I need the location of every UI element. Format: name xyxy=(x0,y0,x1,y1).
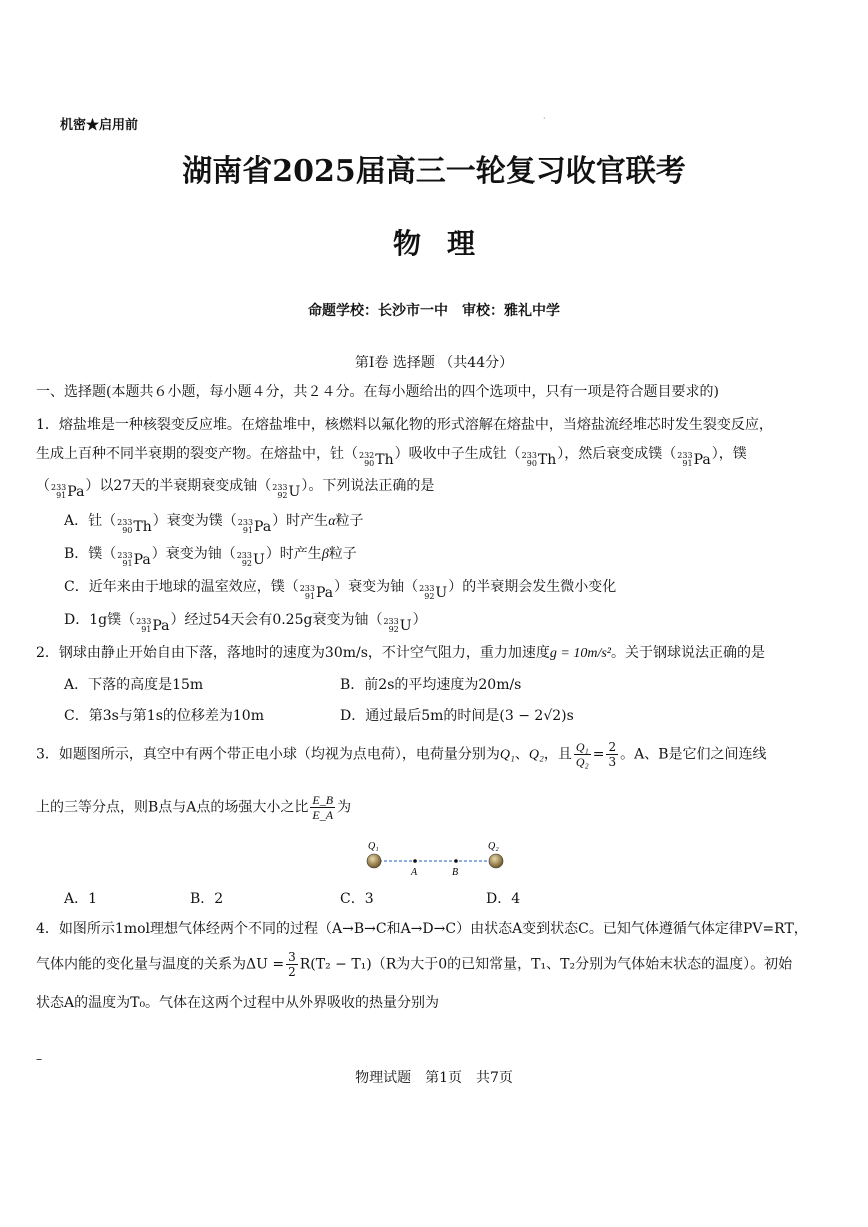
charges-figure xyxy=(360,838,510,880)
q2-option-d: D．通过最后5m的时间是(3 − 2√2)s xyxy=(340,708,574,724)
q1-label: Q₁ xyxy=(368,841,379,852)
q3-option-d: D．4 xyxy=(486,891,521,907)
section-title: 第Ⅰ卷 选择题 （共44分） xyxy=(354,355,514,371)
field-ratio: $\frac{E\_B}{E\_A}$ xyxy=(312,793,334,822)
q1-line-3: （ 233 91 Pa ）以27天的半衰期衰变成铀（ 233 92 U ）。下列说法正确的是 xyxy=(36,478,435,500)
q3-line-1: 3．如题图所示，真空中有两个带正电小球（均视为点电荷），电荷量分别为Q₁、Q₂，且 $\frac{\text{Q₁}}{\text{Q₂}}$ = $\frac{2}{3}$ 。A、B是它们之间连线 xyxy=(36,740,767,769)
a-label: A xyxy=(411,867,418,878)
q3-option-c: C．3 xyxy=(340,891,374,907)
subject-title: 物理 xyxy=(392,227,501,260)
q1-line-1: 1．熔盐堆是一种核裂变反应堆。在熔盐堆中，核燃料以氟化物的形式溶解在熔盐中，当熔盐流经堆芯时发生裂变反应， xyxy=(36,417,773,433)
author-schools: 命题学校：长沙市一中 审校：雅礼中学 xyxy=(308,303,560,319)
nuclide-th233: 233 90 Th xyxy=(521,451,557,468)
point-b xyxy=(454,859,458,863)
nuclide-pa233: 233 91 Pa xyxy=(677,451,711,468)
q3-option-a: A．1 xyxy=(64,891,98,907)
q1-line-2 xyxy=(36,443,747,468)
q1-text: ），然后衰变成镤（ xyxy=(557,446,677,462)
page-footer: 物理试题 第1页 共7页 xyxy=(355,1070,513,1086)
q1-option-a: A．钍（ 233 90 Th ）衰变为镤（ 233 91 Pa ）时产生α粒子 xyxy=(64,513,364,535)
q2-option-c: C．第3s与第1s的位移差为10m xyxy=(64,708,264,724)
q3-option-b: B．2 xyxy=(190,891,224,907)
charge-ball-q2 xyxy=(489,854,503,868)
q1-text: ），镤 xyxy=(711,446,747,462)
section-instruction: 一、选择题(本题共６小题，每小题４分，共２４分。在每小题给出的四个选项中，只有一项是符合题目要求的) xyxy=(36,384,719,400)
q2-option-a: A．下落的高度是15m xyxy=(64,677,204,693)
q3-line-2: 上的三等分点，则B点与A点的场强大小之比 $\frac{E\_B}{E\_A}$ 为 xyxy=(36,793,352,822)
b-label: B xyxy=(452,867,459,878)
q2-label: Q₂ xyxy=(488,841,499,852)
ratio-value: $\frac{2}{3}$ xyxy=(608,740,617,769)
charge-ball-q1 xyxy=(367,854,381,868)
confidential-label: 机密★启用前 xyxy=(60,118,139,133)
q1-option-d: D．1g镤（ 233 91 Pa ）经过54天会有0.25g衰变为铀（ 233 92 U ） xyxy=(64,612,427,634)
q4-line-2: 气体内能的变化量与温度的关系为ΔU = $\frac{3}{2}$ R(T₂ − T₁)（R为大于0的已知常量，T₁、T₂分别为气体始末状态的温度）。初始 xyxy=(36,950,793,979)
q2-stem: 2．钢球由静止开始自由下落，落地时的速度为30m/s，不计空气阻力，重力加速度g = 10m/s²。关于钢球说法正确的是 xyxy=(36,645,765,661)
coefficient-fraction: $\frac{3}{2}$ xyxy=(288,950,296,979)
q4-line-1: 4．如图所示1mol理想气体经两个不同的过程（A→B→C和A→D→C）由状态A变到状态C。已知气体遵循气体定律PV=RT， xyxy=(36,921,808,937)
page-dash: – xyxy=(36,1052,42,1066)
exam-title: 湖南省2025届高三一轮复习收官联考 xyxy=(182,154,686,189)
nuclide-pa233: 233 91 Pa xyxy=(51,483,85,500)
q4-line-3: 状态A的温度为T₀。气体在这两个过程中从外界吸收的热量分别为 xyxy=(36,995,440,1011)
nuclide-th232: 232 90 Th xyxy=(359,451,394,468)
scan-mark: · xyxy=(543,114,546,123)
charge-ratio: $\frac{\text{Q₁}}{\text{Q₂}}$ xyxy=(575,740,589,769)
nuclide-u233: 233 92 U xyxy=(272,483,301,500)
q1-option-b: B．镤（ 233 91 Pa ）衰变为铀（ 233 92 U ）时产生β粒子 xyxy=(64,546,357,568)
point-a xyxy=(413,859,417,863)
q2-option-b: B．前2s的平均速度为20m/s xyxy=(340,677,522,693)
q1-option-c: C．近年来由于地球的温室效应，镤（ 233 91 Pa ）衰变为铀（ 233 92 U ）的半衰期会发生微小变化 xyxy=(64,579,617,601)
q1-text: ）吸收中子生成钍（ xyxy=(394,446,521,462)
q1-text: 生成上百种不同半衰期的裂变产物。在熔盐中，钍（ xyxy=(36,446,358,462)
